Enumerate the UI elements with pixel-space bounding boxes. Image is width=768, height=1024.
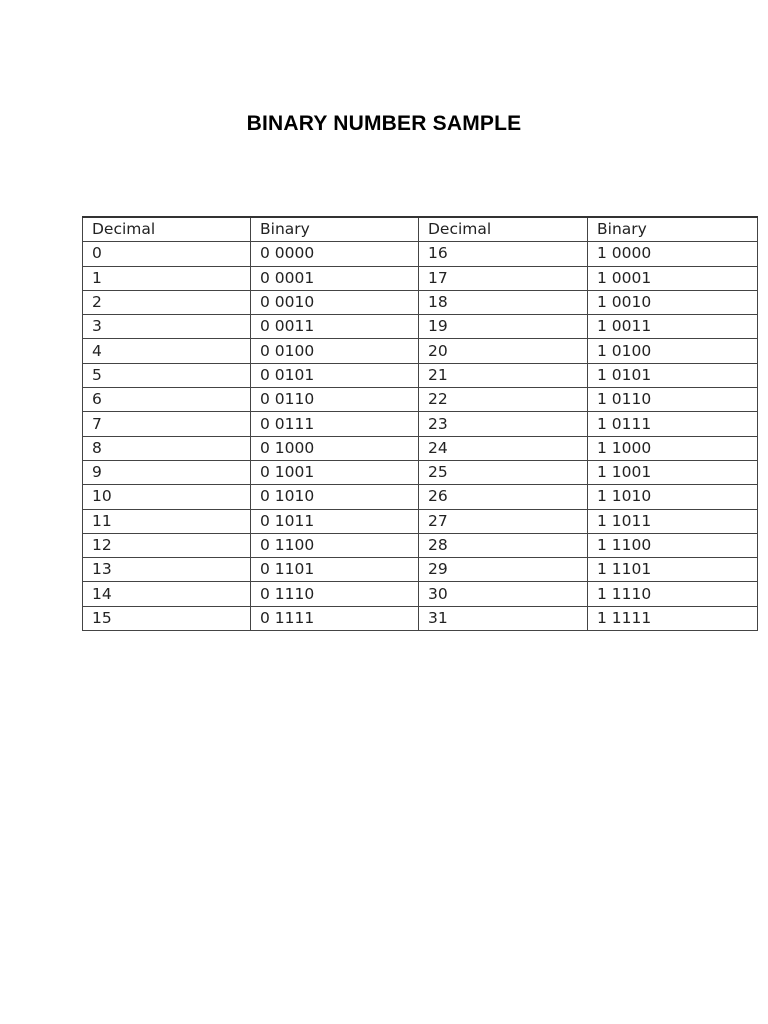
table-row: [83, 363, 758, 387]
binary-cell: 1 1010: [588, 485, 758, 509]
decimal-cell: 16: [419, 242, 588, 266]
binary-cell: 1 1101: [588, 558, 758, 582]
binary-cell: 0 0101: [251, 363, 419, 387]
decimal-cell: 9: [83, 460, 251, 484]
column-header-decimal: Decimal: [419, 217, 588, 242]
binary-cell: 1 0010: [588, 290, 758, 314]
decimal-cell: 1: [83, 266, 251, 290]
binary-cell: 0 0001: [251, 266, 419, 290]
table-row: [83, 509, 758, 533]
decimal-cell: 26: [419, 485, 588, 509]
binary-cell: 0 0110: [251, 388, 419, 412]
decimal-cell: 5: [83, 363, 251, 387]
decimal-cell: 22: [419, 388, 588, 412]
decimal-cell: 21: [419, 363, 588, 387]
binary-cell: 1 0001: [588, 266, 758, 290]
decimal-cell: 12: [83, 533, 251, 557]
column-header-decimal: Decimal: [83, 217, 251, 242]
decimal-cell: 27: [419, 509, 588, 533]
binary-cell: 1 1111: [588, 606, 758, 630]
decimal-cell: 15: [83, 606, 251, 630]
decimal-cell: 28: [419, 533, 588, 557]
binary-cell: 0 1100: [251, 533, 419, 557]
binary-cell: 1 1000: [588, 436, 758, 460]
decimal-cell: 2: [83, 290, 251, 314]
decimal-cell: 30: [419, 582, 588, 606]
binary-cell: 1 1011: [588, 509, 758, 533]
table-row: [83, 533, 758, 557]
table-row: [83, 388, 758, 412]
decimal-cell: 25: [419, 460, 588, 484]
decimal-cell: 6: [83, 388, 251, 412]
binary-cell: 0 0011: [251, 315, 419, 339]
decimal-cell: 23: [419, 412, 588, 436]
decimal-cell: 24: [419, 436, 588, 460]
table-row: [83, 339, 758, 363]
binary-cell: 0 0010: [251, 290, 419, 314]
table-header-row: [83, 217, 758, 242]
decimal-cell: 13: [83, 558, 251, 582]
binary-cell: 1 0110: [588, 388, 758, 412]
binary-cell: 1 0011: [588, 315, 758, 339]
decimal-cell: 7: [83, 412, 251, 436]
decimal-cell: 14: [83, 582, 251, 606]
binary-cell: 1 1110: [588, 582, 758, 606]
binary-cell: 1 1001: [588, 460, 758, 484]
decimal-cell: 3: [83, 315, 251, 339]
binary-cell: 1 0000: [588, 242, 758, 266]
table-row: [83, 460, 758, 484]
binary-cell: 0 1110: [251, 582, 419, 606]
binary-cell: 0 0100: [251, 339, 419, 363]
column-header-binary: Binary: [251, 217, 419, 242]
decimal-cell: 20: [419, 339, 588, 363]
binary-cell: 0 1111: [251, 606, 419, 630]
table-row: [83, 485, 758, 509]
binary-cell: 1 1100: [588, 533, 758, 557]
decimal-cell: 10: [83, 485, 251, 509]
binary-cell: 0 1101: [251, 558, 419, 582]
binary-cell: 0 1011: [251, 509, 419, 533]
decimal-cell: 17: [419, 266, 588, 290]
table-row: [83, 558, 758, 582]
decimal-cell: 8: [83, 436, 251, 460]
decimal-cell: 18: [419, 290, 588, 314]
binary-cell: 1 0101: [588, 363, 758, 387]
decimal-cell: 19: [419, 315, 588, 339]
binary-cell: 0 1000: [251, 436, 419, 460]
binary-cell: 0 1001: [251, 460, 419, 484]
binary-cell: 0 0111: [251, 412, 419, 436]
decimal-cell: 4: [83, 339, 251, 363]
binary-cell: 1 0111: [588, 412, 758, 436]
table-row: [83, 606, 758, 630]
decimal-cell: 31: [419, 606, 588, 630]
table-row: [83, 412, 758, 436]
binary-cell: 0 1010: [251, 485, 419, 509]
table-row: [83, 266, 758, 290]
table-row: [83, 290, 758, 314]
column-header-binary: Binary: [588, 217, 758, 242]
binary-table: [82, 216, 758, 631]
binary-cell: 0 0000: [251, 242, 419, 266]
decimal-cell: 29: [419, 558, 588, 582]
table-row: [83, 436, 758, 460]
decimal-cell: 0: [83, 242, 251, 266]
table-row: [83, 582, 758, 606]
table-row: [83, 242, 758, 266]
binary-cell: 1 0100: [588, 339, 758, 363]
decimal-cell: 11: [83, 509, 251, 533]
table-row: [83, 315, 758, 339]
page-title: BINARY NUMBER SAMPLE: [246, 112, 522, 135]
